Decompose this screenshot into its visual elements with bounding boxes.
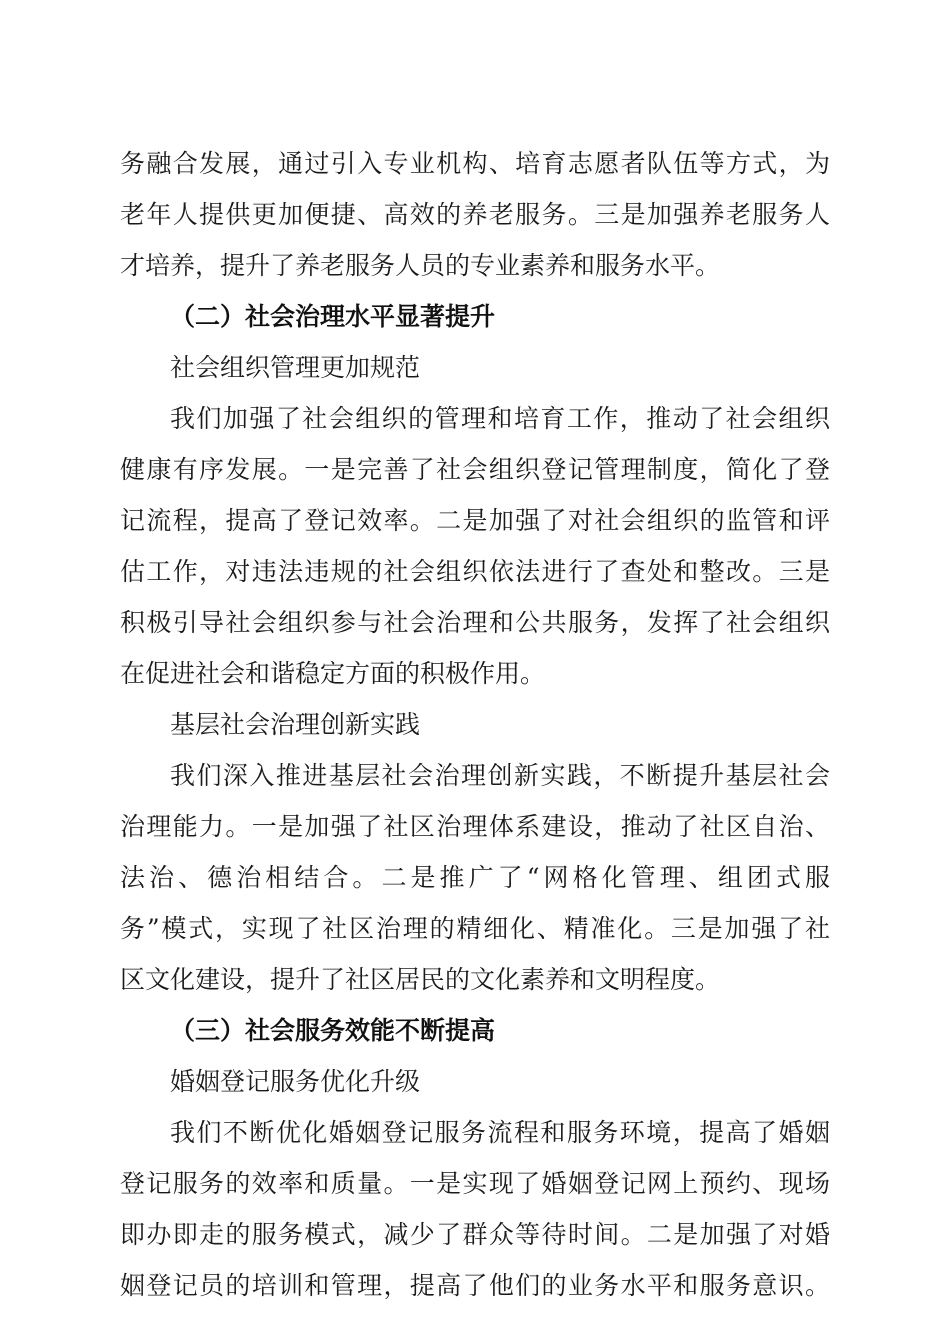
paragraph-line: 我们加强了社会组织的管理和培育工作，推动了社会组织 bbox=[170, 404, 830, 433]
paragraph-line: 我们不断优化婚姻登记服务流程和服务环境，提高了婚姻 bbox=[170, 1118, 830, 1147]
paragraph-line: 才培养，提升了养老服务人员的专业素养和服务水平。 bbox=[120, 251, 721, 280]
subsection-title: 社会组织管理更加规范 bbox=[170, 353, 421, 382]
paragraph-line: 治理能力。一是加强了社区治理体系建设，推动了社区自治、 bbox=[120, 812, 830, 841]
paragraph-line: 姻登记员的培训和管理，提高了他们的业务水平和服务意识。 bbox=[120, 1271, 830, 1300]
subsection-title: 基层社会治理创新实践 bbox=[170, 710, 421, 739]
paragraph-line: 务”模式，实现了社区治理的精细化、精准化。三是加强了社 bbox=[120, 914, 830, 943]
paragraph-line: 登记服务的效率和质量。一是实现了婚姻登记网上预约、现场 bbox=[120, 1169, 830, 1198]
paragraph-line: 老年人提供更加便捷、高效的养老服务。三是加强养老服务人 bbox=[120, 200, 830, 229]
section-heading-2: （二）社会治理水平显著提升 bbox=[170, 302, 496, 331]
paragraph-line: 健康有序发展。一是完善了社会组织登记管理制度，简化了登 bbox=[120, 455, 830, 484]
paragraph-line: 估工作，对违法违规的社会组织依法进行了查处和整改。三是 bbox=[120, 557, 830, 586]
paragraph-line: 法治、德治相结合。二是推广了“网格化管理、组团式服 bbox=[120, 863, 830, 892]
paragraph-line: 积极引导社会组织参与社会治理和公共服务，发挥了社会组织 bbox=[120, 608, 830, 637]
subsection-title: 婚姻登记服务优化升级 bbox=[170, 1067, 421, 1096]
paragraph-line: 我们深入推进基层社会治理创新实践，不断提升基层社会 bbox=[170, 761, 830, 790]
paragraph-line: 区文化建设，提升了社区居民的文化素养和文明程度。 bbox=[120, 965, 721, 994]
paragraph-line: 在促进社会和谐稳定方面的积极作用。 bbox=[120, 659, 546, 688]
paragraph-line: 务融合发展，通过引入专业机构、培育志愿者队伍等方式，为 bbox=[120, 149, 830, 178]
section-heading-3: （三）社会服务效能不断提高 bbox=[170, 1016, 496, 1045]
paragraph-line: 即办即走的服务模式，减少了群众等待时间。二是加强了对婚 bbox=[120, 1220, 830, 1249]
paragraph-line: 记流程，提高了登记效率。二是加强了对社会组织的监管和评 bbox=[120, 506, 830, 535]
